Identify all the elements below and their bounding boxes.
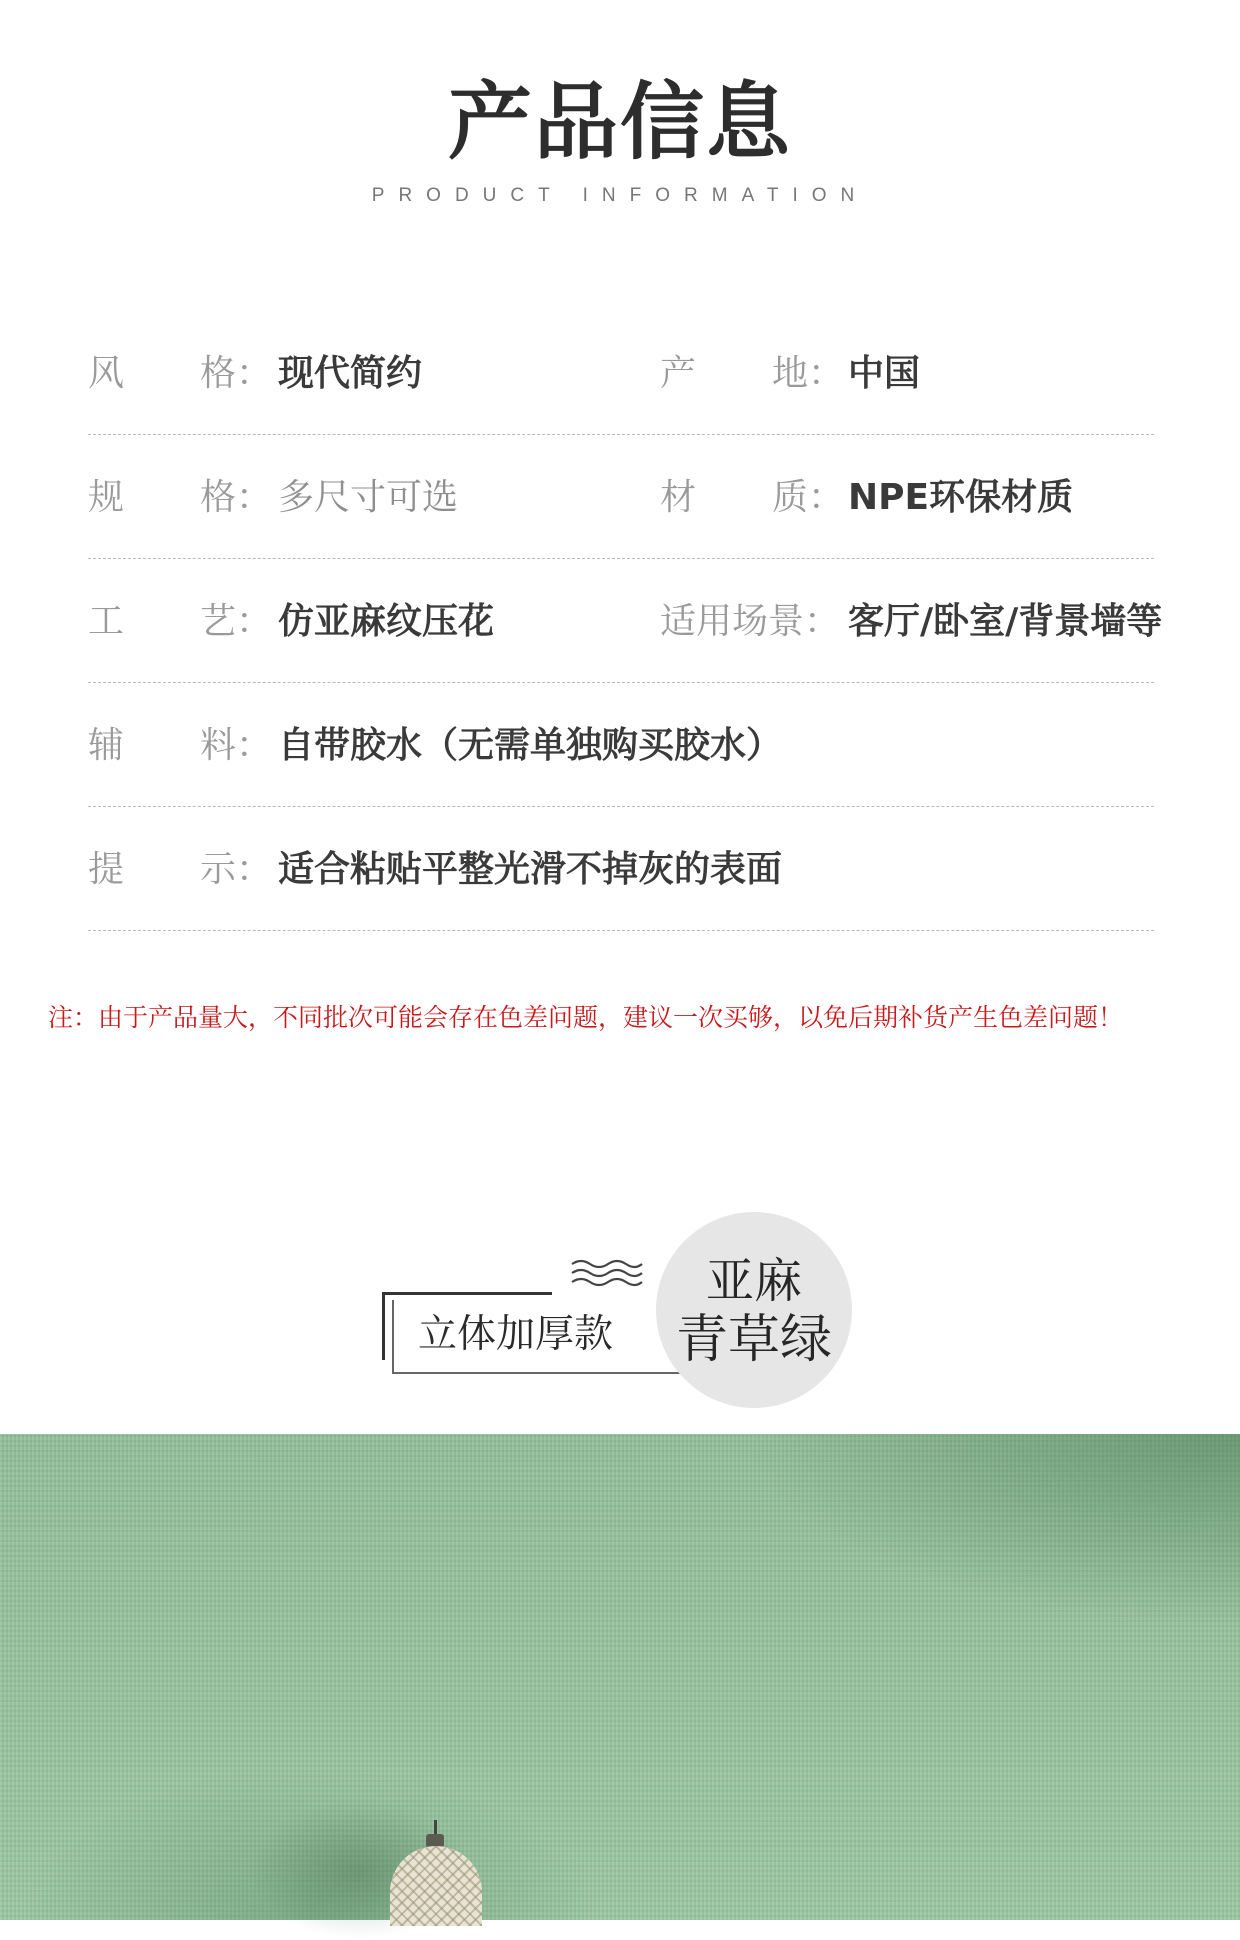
spec-label-size (88, 476, 273, 520)
page-subtitle: PRODUCT INFORMATION (371, 185, 869, 206)
spec-label-accessory (88, 724, 273, 768)
wave-lines-icon (570, 1256, 644, 1290)
spec-label-material (660, 476, 845, 520)
wallpaper-photo (0, 1434, 1240, 1920)
spec-row-tip (88, 806, 1154, 931)
spec-label-craft (88, 600, 273, 644)
spec-value-material: NPE环保材质 (848, 477, 1074, 518)
label-char: 辅 (88, 725, 125, 766)
spec-label-style (88, 352, 273, 396)
color-name-line1: 亚麻 (705, 1253, 802, 1309)
label-char: 工 (88, 601, 125, 642)
badge-frame-top (382, 1292, 552, 1295)
label-char: 示： (200, 849, 273, 890)
label-char: 料： (200, 725, 273, 766)
spec-value-scene: 客厅/卧室/背景墙等 (848, 601, 1163, 642)
spec-label-origin (660, 352, 845, 396)
spec-row-accessory (88, 682, 1154, 807)
page-title: 产品信息 (447, 73, 792, 171)
spec-value-accessory: 自带胶水（无需单独购买胶水） (278, 725, 783, 766)
label-char: 提 (88, 849, 125, 890)
spec-row-craft-scene (88, 558, 1163, 683)
label-char: 质： (772, 477, 845, 518)
badge-frame-left (382, 1292, 385, 1360)
color-name-line2: 青草绿 (675, 1310, 832, 1370)
label-char: 地： (772, 353, 845, 394)
spec-value-style: 现代简约 (278, 353, 423, 394)
spec-value-craft: 仿亚麻纹压花 (278, 601, 495, 642)
spec-value-size: 多尺寸可选 (278, 477, 459, 518)
color-difference-note: 注：由于产品量大，不同批次可能会存在色差问题，建议一次买够，以免后期补货产生色差问题！ (48, 1003, 1124, 1032)
label-char: 格： (200, 477, 273, 518)
label-char: 材 (660, 477, 697, 518)
spec-row-size-material (88, 434, 1154, 559)
label-char: 艺： (200, 601, 273, 642)
spec-row-style-origin (88, 310, 1154, 435)
color-name-circle (656, 1212, 852, 1408)
spec-value-tip: 适合粘贴平整光滑不掉灰的表面 (278, 849, 783, 890)
spec-value-origin: 中国 (848, 353, 921, 394)
spec-label-scene: 适用场景： (660, 601, 841, 642)
label-char: 产 (660, 353, 697, 394)
badge-style-label: 立体加厚款 (418, 1312, 614, 1357)
spec-label-tip (88, 848, 273, 892)
label-char: 格： (200, 353, 273, 394)
label-char: 风 (88, 353, 125, 394)
label-char: 规 (88, 477, 125, 518)
